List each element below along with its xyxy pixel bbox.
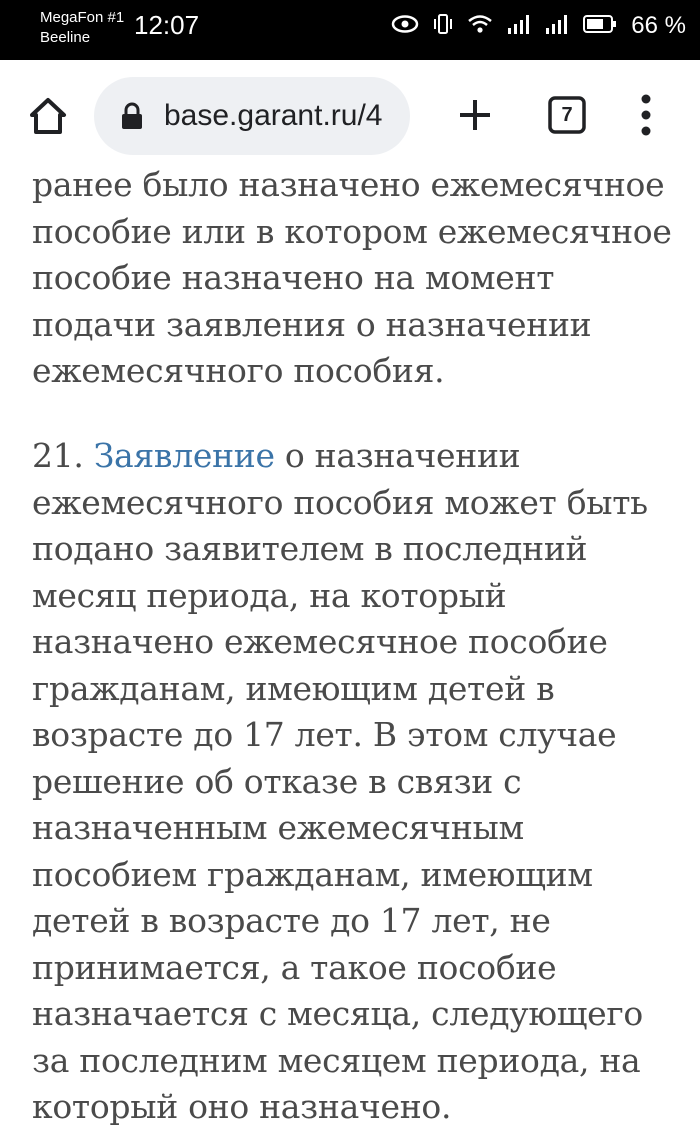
- address-bar[interactable]: [94, 77, 410, 155]
- paragraph: ранее было назначено ежемесячное пособие или в котором ежемесячное пособие назначено на момент подачи заявления о назначении ежемесячного пособия.: [32, 165, 672, 390]
- status-bar: [0, 0, 700, 60]
- url-text: base.garant.ru/4: [164, 99, 383, 132]
- carrier-2: Beeline: [40, 29, 91, 46]
- paragraph-21: [32, 433, 672, 1131]
- application-link[interactable]: Заявление: [93, 436, 275, 475]
- vibrate-icon: [433, 12, 453, 41]
- tab-switcher-button[interactable]: [548, 96, 586, 134]
- carrier-info: [40, 8, 124, 48]
- paragraph-text: о назначении ежемесячного пособия может быть подано заявителем в последний месяц периода, на который назначено ежемесячное пособие гражданам, имеющим детей в возрасте до 17 лет. В этом случае решение об отказе в связи с назначенным ежемесячным пособием гражданам, имеющим детей в возрасте до 17 лет, не принимается, а такое пособие назначается с месяца, следующего за последним месяцем периода, на который оно назначено.: [32, 436, 648, 1126]
- home-button[interactable]: [26, 94, 70, 138]
- new-tab-button[interactable]: [456, 96, 494, 134]
- carrier-1: MegaFon #1: [40, 9, 125, 26]
- eye-icon: [391, 14, 419, 39]
- menu-button[interactable]: [636, 92, 656, 138]
- status-icons: [391, 12, 686, 40]
- browser-toolbar: [0, 60, 700, 172]
- plus-icon: [456, 96, 494, 134]
- more-vert-icon: [636, 92, 656, 138]
- clock: 12:07: [134, 10, 200, 40]
- signal-2-icon: [545, 13, 569, 40]
- battery-level: 66 %: [631, 12, 686, 39]
- paragraph-number: 21.: [32, 436, 94, 475]
- tab-count: 7: [561, 104, 573, 126]
- home-icon: [26, 94, 70, 138]
- signal-1-icon: [507, 13, 531, 40]
- lock-icon: [121, 102, 143, 130]
- wifi-icon: [467, 13, 493, 40]
- battery-icon: [583, 14, 617, 39]
- page-content: [0, 165, 700, 1126]
